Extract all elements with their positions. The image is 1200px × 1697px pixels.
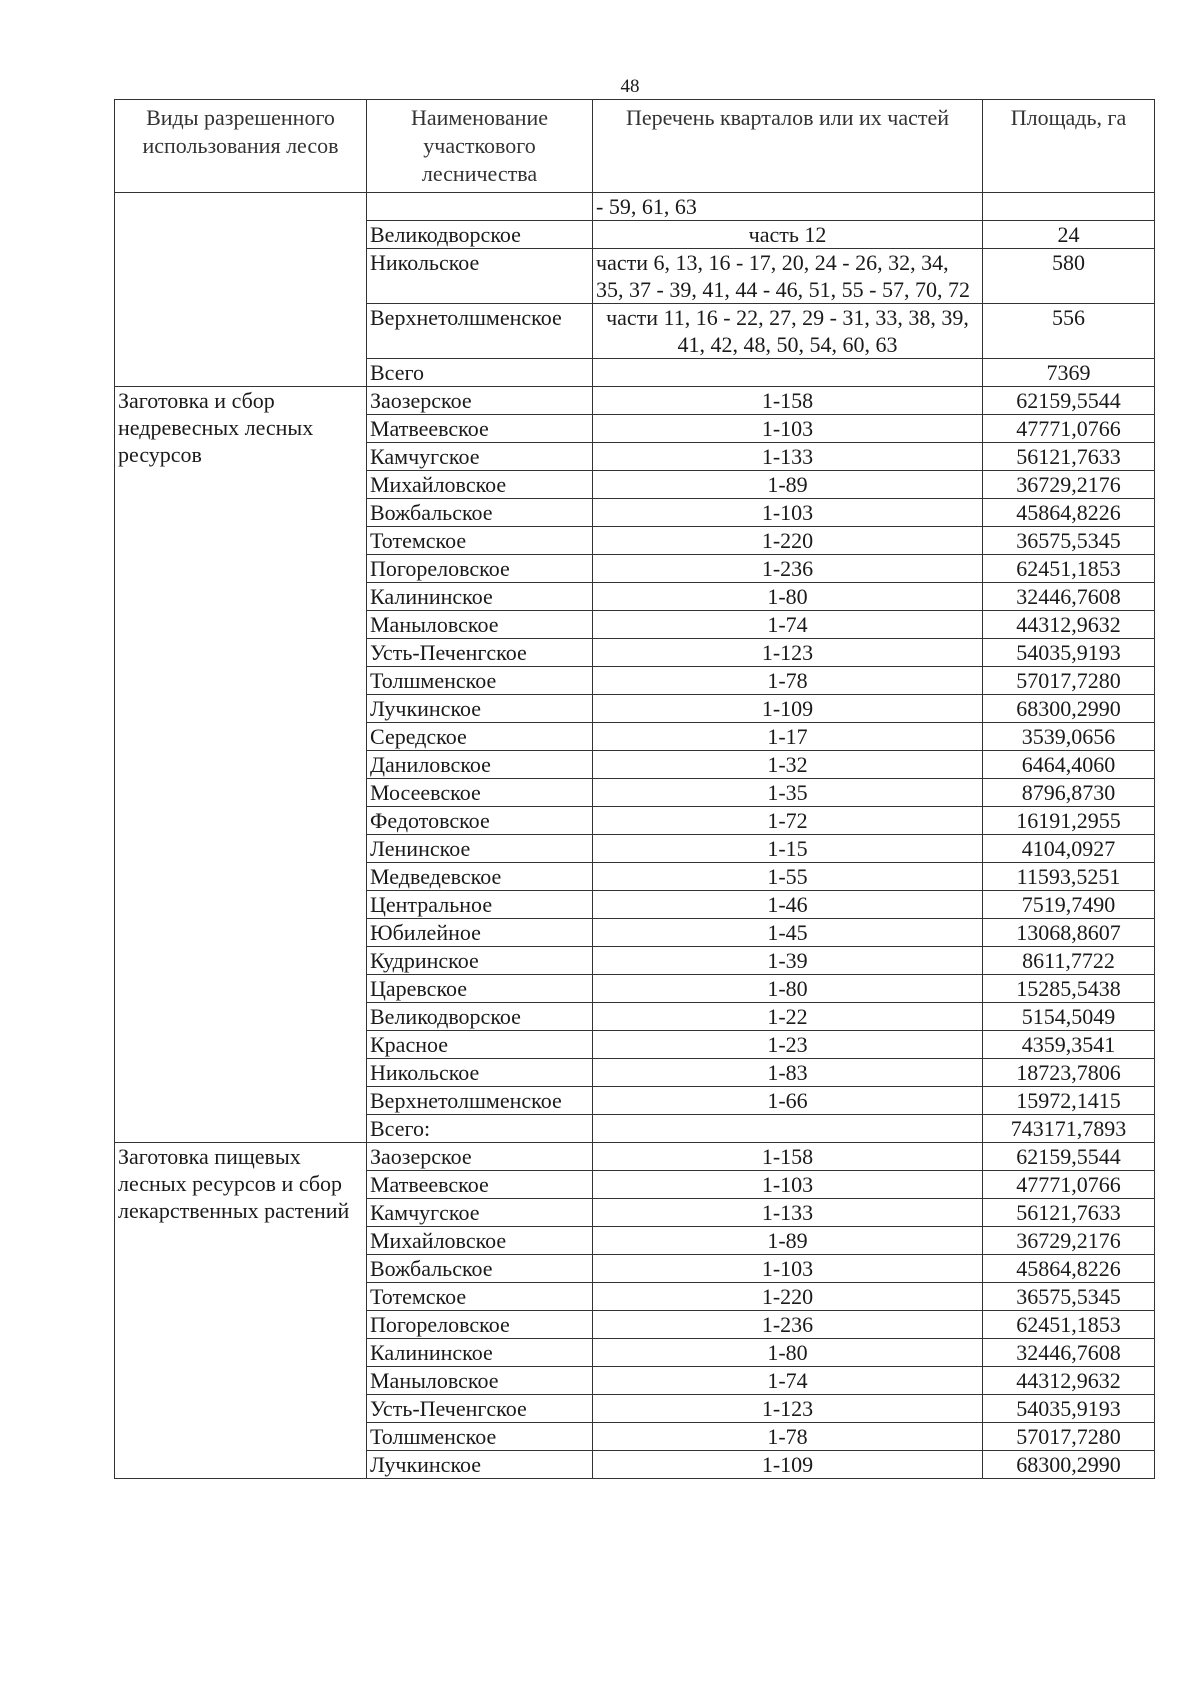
table-body	[115, 193, 1155, 1479]
forestry-name-cell: Центральное	[367, 891, 593, 919]
forestry-name-cell: Михайловское	[367, 471, 593, 499]
quarters-cell: 1-103	[593, 1255, 983, 1283]
area-cell: 68300,2990	[983, 1451, 1155, 1479]
quarters-cell: 1-236	[593, 555, 983, 583]
area-cell: 13068,8607	[983, 919, 1155, 947]
quarters-cell: 1-80	[593, 583, 983, 611]
quarters-cell: 1-17	[593, 723, 983, 751]
forestry-name-cell: Толшменское	[367, 1423, 593, 1451]
area-cell: 36729,2176	[983, 1227, 1155, 1255]
area-cell: 3539,0656	[983, 723, 1155, 751]
forestry-name-cell: Великодворское	[367, 221, 593, 249]
area-cell	[983, 193, 1155, 221]
quarters-cell: 1-23	[593, 1031, 983, 1059]
quarters-cell: 1-103	[593, 415, 983, 443]
forestry-name-cell: Всего	[367, 359, 593, 387]
forestry-name-cell: Лучкинское	[367, 695, 593, 723]
table-row	[115, 193, 1155, 221]
forestry-name-cell: Усть-Печенгское	[367, 639, 593, 667]
forestry-name-cell: Калининское	[367, 1339, 593, 1367]
area-cell: 15972,1415	[983, 1087, 1155, 1115]
area-cell: 62159,5544	[983, 387, 1155, 415]
quarters-cell: 1-22	[593, 1003, 983, 1031]
quarters-cell: 1-74	[593, 611, 983, 639]
area-cell: 580	[983, 249, 1155, 304]
area-cell: 32446,7608	[983, 1339, 1155, 1367]
quarters-cell: часть 12	[593, 221, 983, 249]
area-cell: 556	[983, 304, 1155, 359]
forestry-name-cell: Великодворское	[367, 1003, 593, 1031]
forestry-name-cell: Толшменское	[367, 667, 593, 695]
area-cell: 16191,2955	[983, 807, 1155, 835]
quarters-cell: 1-103	[593, 499, 983, 527]
quarters-cell: 1-220	[593, 1283, 983, 1311]
quarters-cell: 1-15	[593, 835, 983, 863]
forestry-name-cell: Середское	[367, 723, 593, 751]
area-cell: 36575,5345	[983, 527, 1155, 555]
forestry-name-cell: Кудринское	[367, 947, 593, 975]
quarters-cell: 1-109	[593, 1451, 983, 1479]
area-cell: 743171,7893	[983, 1115, 1155, 1143]
quarters-cell: 1-109	[593, 695, 983, 723]
category-cell	[115, 193, 367, 387]
quarters-cell: 1-158	[593, 1143, 983, 1171]
quarters-cell: - 59, 61, 63	[593, 193, 983, 221]
quarters-cell: 1-55	[593, 863, 983, 891]
quarters-cell	[593, 359, 983, 387]
quarters-cell: 1-72	[593, 807, 983, 835]
forestry-name-cell: Матвеевское	[367, 1171, 593, 1199]
area-cell: 54035,9193	[983, 639, 1155, 667]
forestry-name-cell	[367, 193, 593, 221]
forestry-name-cell: Михайловское	[367, 1227, 593, 1255]
quarters-cell: 1-220	[593, 527, 983, 555]
quarters-cell: 1-66	[593, 1087, 983, 1115]
forestry-name-cell: Заозерское	[367, 1143, 593, 1171]
area-cell: 45864,8226	[983, 499, 1155, 527]
forestry-name-cell: Никольское	[367, 1059, 593, 1087]
quarters-cell: 1-133	[593, 1199, 983, 1227]
quarters-cell: 1-45	[593, 919, 983, 947]
area-cell: 68300,2990	[983, 695, 1155, 723]
quarters-cell: 1-80	[593, 1339, 983, 1367]
quarters-cell: 1-89	[593, 471, 983, 499]
forestry-name-cell: Даниловское	[367, 751, 593, 779]
forestry-name-cell: Царевское	[367, 975, 593, 1003]
area-cell: 62451,1853	[983, 1311, 1155, 1339]
area-cell: 57017,7280	[983, 1423, 1155, 1451]
forestry-name-cell: Маныловское	[367, 611, 593, 639]
forestry-name-cell: Тотемское	[367, 1283, 593, 1311]
header-forestry-name: Наименование участкового лесничества	[367, 100, 593, 193]
quarters-cell: 1-236	[593, 1311, 983, 1339]
area-cell: 5154,5049	[983, 1003, 1155, 1031]
forestry-name-cell: Погореловское	[367, 555, 593, 583]
forestry-name-cell: Никольское	[367, 249, 593, 304]
quarters-cell: части 6, 13, 16 - 17, 20, 24 - 26, 32, 34, 35, 37 - 39, 41, 44 - 46, 51, 55 - 57, 70, 72	[593, 249, 983, 304]
area-cell: 56121,7633	[983, 443, 1155, 471]
quarters-cell: 1-78	[593, 667, 983, 695]
forestry-name-cell: Камчугское	[367, 443, 593, 471]
quarters-cell: части 11, 16 - 22, 27, 29 - 31, 33, 38, 39, 41, 42, 48, 50, 54, 60, 63	[593, 304, 983, 359]
area-cell: 62451,1853	[983, 555, 1155, 583]
forestry-name-cell: Калининское	[367, 583, 593, 611]
area-cell: 7519,7490	[983, 891, 1155, 919]
quarters-cell: 1-83	[593, 1059, 983, 1087]
area-cell: 45864,8226	[983, 1255, 1155, 1283]
forestry-name-cell: Маныловское	[367, 1367, 593, 1395]
quarters-cell: 1-78	[593, 1423, 983, 1451]
forest-use-table	[114, 99, 1155, 1479]
quarters-cell: 1-80	[593, 975, 983, 1003]
quarters-cell: 1-133	[593, 443, 983, 471]
table-row	[115, 387, 1155, 415]
area-cell: 8611,7722	[983, 947, 1155, 975]
area-cell: 44312,9632	[983, 611, 1155, 639]
quarters-cell: 1-46	[593, 891, 983, 919]
forestry-name-cell: Всего:	[367, 1115, 593, 1143]
area-cell: 8796,8730	[983, 779, 1155, 807]
forestry-name-cell: Верхнетолшменское	[367, 1087, 593, 1115]
forestry-name-cell: Заозерское	[367, 387, 593, 415]
quarters-cell: 1-89	[593, 1227, 983, 1255]
area-cell: 54035,9193	[983, 1395, 1155, 1423]
area-cell: 11593,5251	[983, 863, 1155, 891]
forestry-name-cell: Медведевское	[367, 863, 593, 891]
quarters-cell: 1-158	[593, 387, 983, 415]
forestry-name-cell: Мосеевское	[367, 779, 593, 807]
page-number: 48	[620, 76, 640, 97]
area-cell: 62159,5544	[983, 1143, 1155, 1171]
area-cell: 56121,7633	[983, 1199, 1155, 1227]
area-cell: 32446,7608	[983, 583, 1155, 611]
forestry-name-cell: Красное	[367, 1031, 593, 1059]
forestry-name-cell: Юбилейное	[367, 919, 593, 947]
area-cell: 47771,0766	[983, 415, 1155, 443]
area-cell: 44312,9632	[983, 1367, 1155, 1395]
quarters-cell: 1-123	[593, 639, 983, 667]
quarters-cell: 1-32	[593, 751, 983, 779]
forestry-name-cell: Вожбальское	[367, 1255, 593, 1283]
area-cell: 36575,5345	[983, 1283, 1155, 1311]
area-cell: 18723,7806	[983, 1059, 1155, 1087]
category-cell: Заготовка и сбор недревесных лесных ресурсов	[115, 387, 367, 1143]
quarters-cell: 1-103	[593, 1171, 983, 1199]
area-cell: 24	[983, 221, 1155, 249]
header-use-type: Виды разрешенного использования лесов	[115, 100, 367, 193]
forestry-name-cell: Тотемское	[367, 527, 593, 555]
quarters-cell	[593, 1115, 983, 1143]
quarters-cell: 1-123	[593, 1395, 983, 1423]
area-cell: 6464,4060	[983, 751, 1155, 779]
forestry-name-cell: Ленинское	[367, 835, 593, 863]
header-area: Площадь, га	[983, 100, 1155, 193]
area-cell: 4104,0927	[983, 835, 1155, 863]
forestry-name-cell: Вожбальское	[367, 499, 593, 527]
area-cell: 7369	[983, 359, 1155, 387]
area-cell: 36729,2176	[983, 471, 1155, 499]
forestry-name-cell: Федотовское	[367, 807, 593, 835]
quarters-cell: 1-74	[593, 1367, 983, 1395]
forestry-name-cell: Матвеевское	[367, 415, 593, 443]
area-cell: 15285,5438	[983, 975, 1155, 1003]
forestry-name-cell: Лучкинское	[367, 1451, 593, 1479]
forestry-name-cell: Камчугское	[367, 1199, 593, 1227]
table-row	[115, 1143, 1155, 1171]
forestry-name-cell: Погореловское	[367, 1311, 593, 1339]
forestry-name-cell: Усть-Печенгское	[367, 1395, 593, 1423]
area-cell: 47771,0766	[983, 1171, 1155, 1199]
area-cell: 57017,7280	[983, 667, 1155, 695]
table-header-row	[115, 100, 1155, 193]
area-cell: 4359,3541	[983, 1031, 1155, 1059]
header-quarters: Перечень кварталов или их частей	[593, 100, 983, 193]
category-cell: Заготовка пищевых лесных ресурсов и сбор лекарственных растений	[115, 1143, 367, 1479]
quarters-cell: 1-35	[593, 779, 983, 807]
forestry-name-cell: Верхнетолшменское	[367, 304, 593, 359]
quarters-cell: 1-39	[593, 947, 983, 975]
